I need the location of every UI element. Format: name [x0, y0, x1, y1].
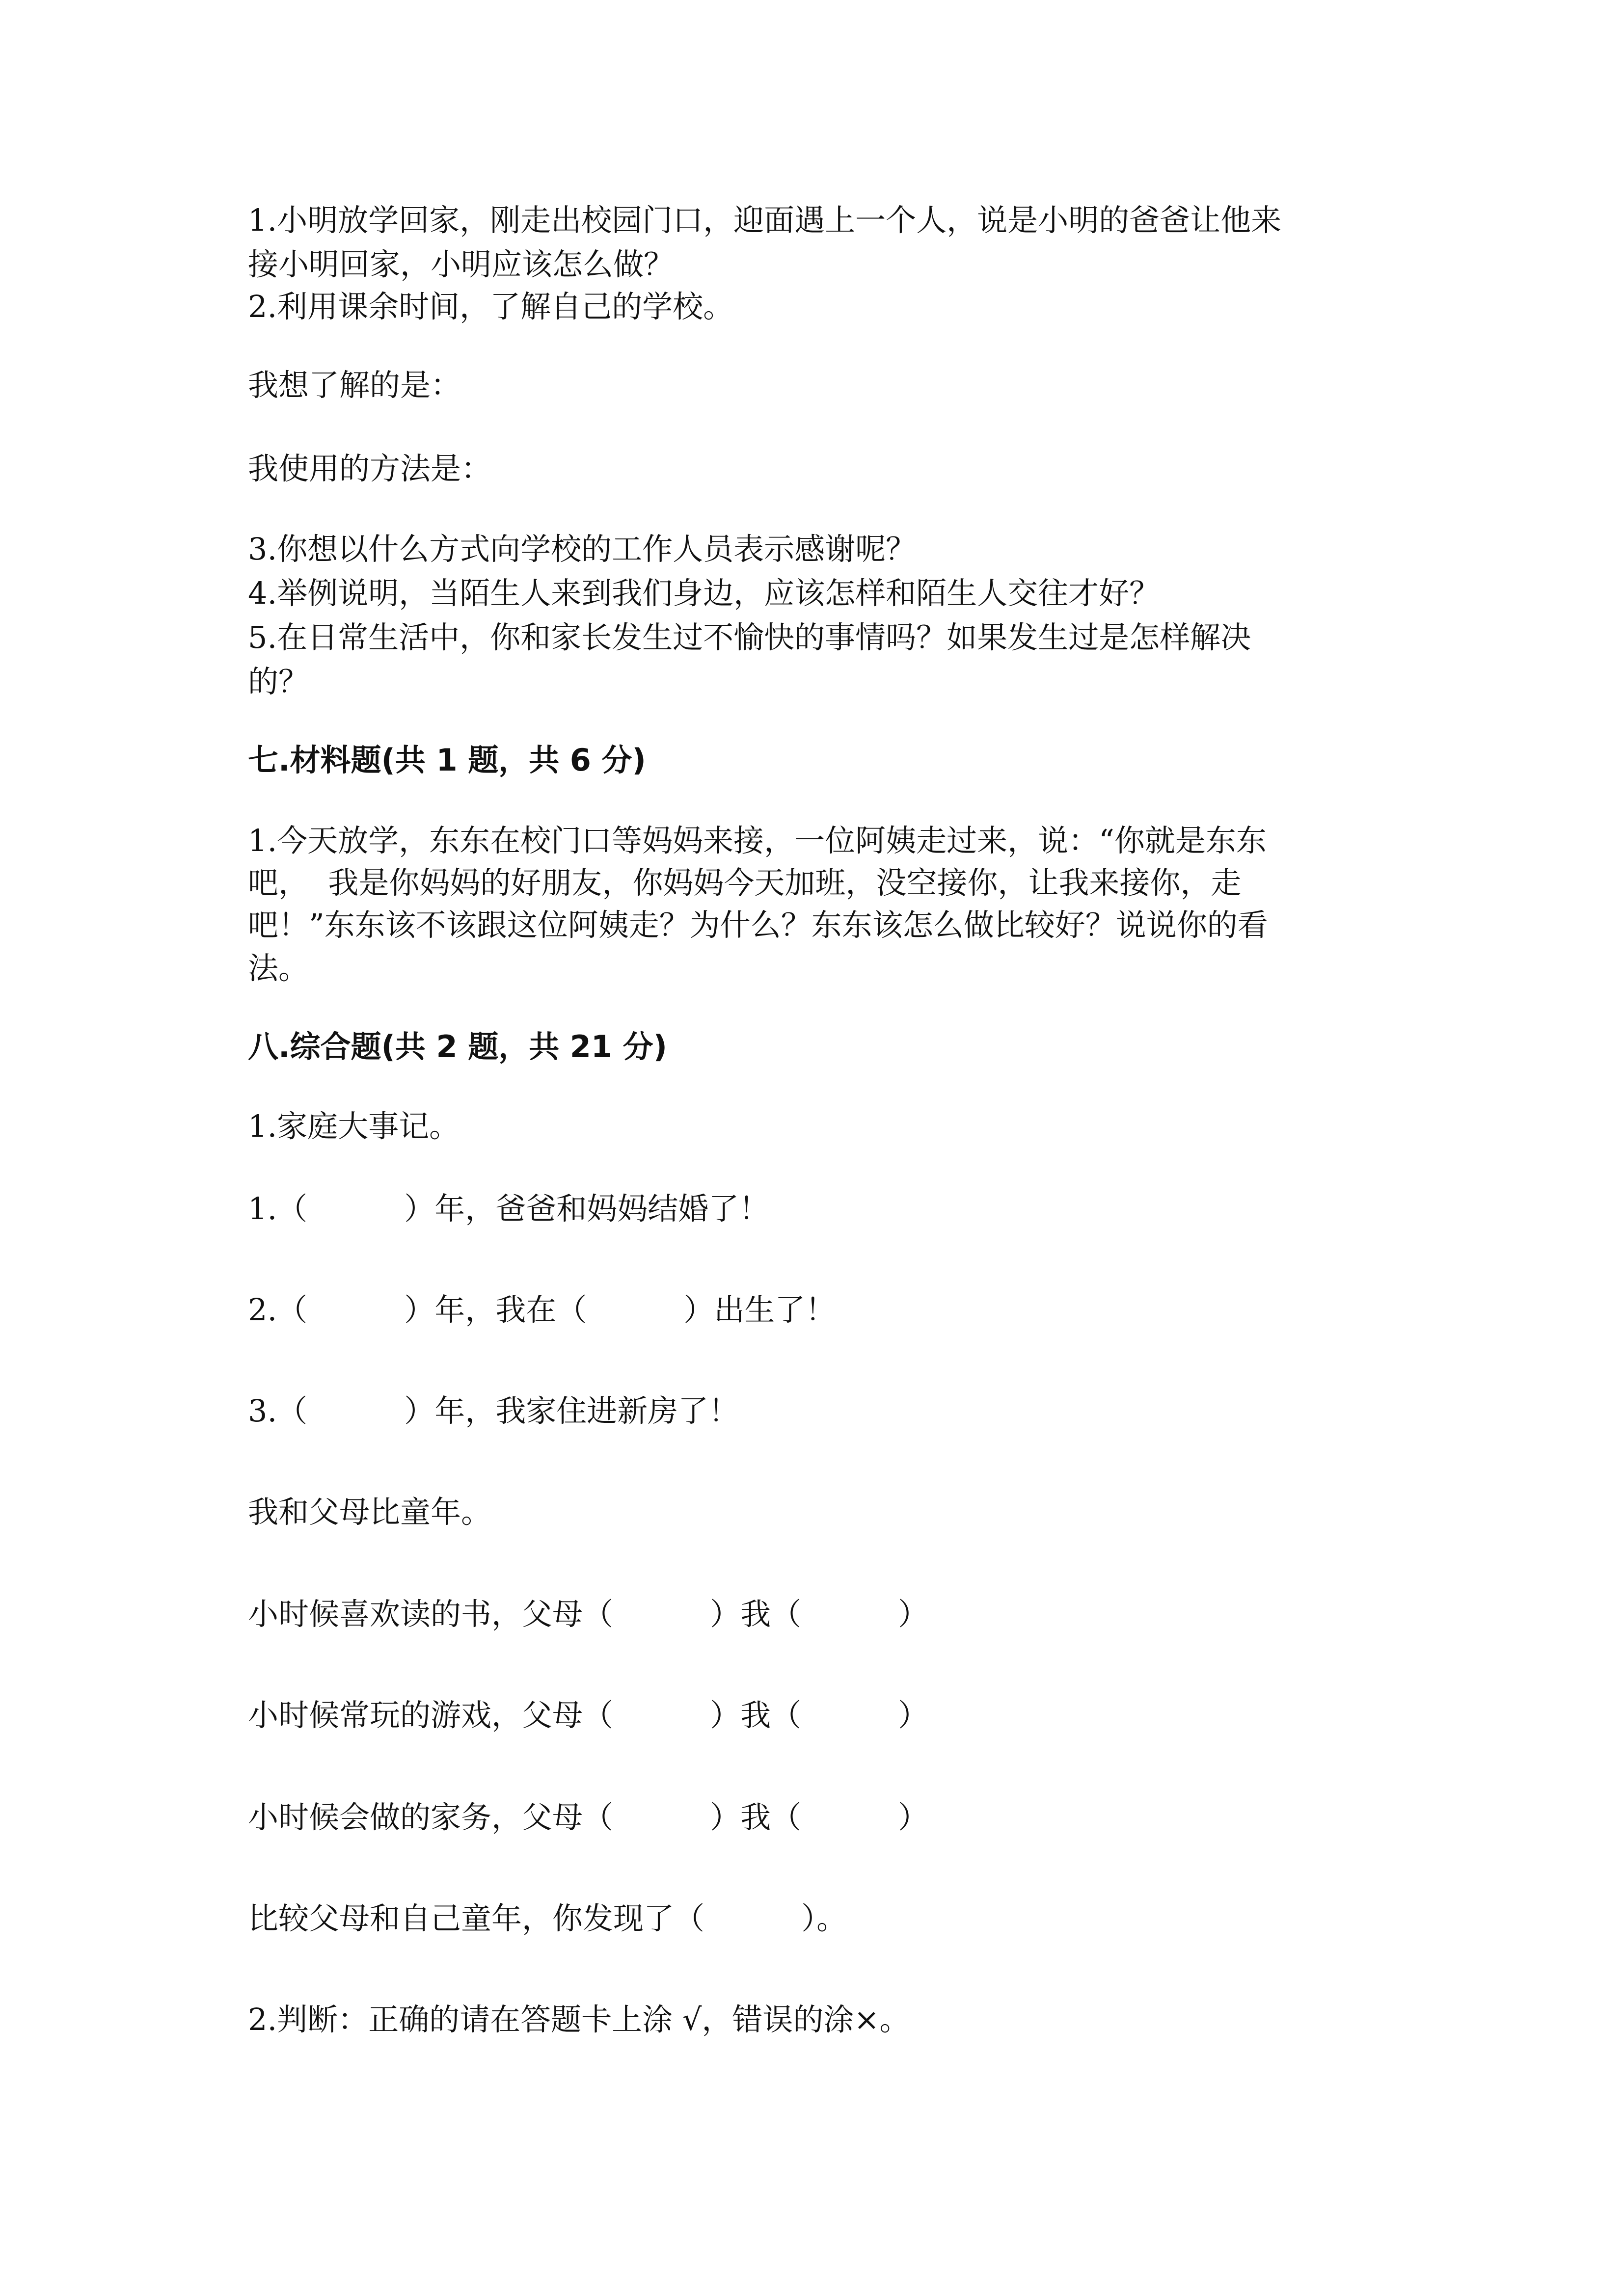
- question-6-2: 2.利用课余时间，了解自己的学校。: [248, 289, 734, 324]
- question-8-1: 1.家庭大事记。: [248, 1108, 460, 1144]
- question-8-1-books: 小时候喜欢读的书，父母（ ）我（ ）: [248, 1596, 929, 1632]
- section-7-heading: 七.材料题(共 1 题，共 6 分): [248, 742, 646, 778]
- question-7-1-line-4: 法。: [248, 950, 309, 986]
- question-8-1-item-2: 2.（ ）年，我在（ ）出生了！: [248, 1292, 836, 1328]
- question-7-1-line-2: 吧， 我是你妈妈的好朋友，你妈妈今天加班，没空接你，让我来接你，走: [248, 865, 1242, 901]
- question-6-4: 4.举例说明，当陌生人来到我们身边，应该怎样和陌生人交往才好？: [248, 575, 1160, 611]
- question-8-1-found: 比较父母和自己童年，你发现了（ ）。: [248, 1900, 847, 1936]
- question-6-2-prompt-method: 我使用的方法是：: [248, 451, 492, 486]
- question-6-5-line-2: 的？: [248, 664, 309, 699]
- question-7-1-line-3: 吧！”东东该不该跟这位阿姨走？为什么？东东该怎么做比较好？说说你的看: [248, 907, 1268, 943]
- question-8-2: 2.判断：正确的请在答题卡上涂 √，错误的涂×。: [248, 2002, 910, 2037]
- question-6-5-line-1: 5.在日常生活中，你和家长发生过不愉快的事情吗？如果发生过是怎样解决: [248, 619, 1251, 655]
- question-8-1-item-3: 3.（ ）年，我家住进新房了！: [248, 1393, 739, 1429]
- question-6-1-line-1: 1.小明放学回家，刚走出校园门口，迎面遇上一个人，说是小明的爸爸让他来: [248, 202, 1282, 238]
- question-7-1-line-1: 1.今天放学，东东在校门口等妈妈来接，一位阿姨走过来，说：“你就是东东: [248, 823, 1267, 858]
- question-6-2-prompt-know: 我想了解的是：: [248, 367, 461, 403]
- question-6-1-line-2: 接小明回家，小明应该怎么做？: [248, 246, 675, 282]
- question-6-3: 3.你想以什么方式向学校的工作人员表示感谢呢？: [248, 531, 917, 567]
- question-8-1-chores: 小时候会做的家务，父母（ ）我（ ）: [248, 1799, 929, 1835]
- question-8-1-games: 小时候常玩的游戏，父母（ ）我（ ）: [248, 1697, 929, 1733]
- question-8-1-item-1: 1.（ ）年，爸爸和妈妈结婚了！: [248, 1191, 770, 1227]
- section-8-heading: 八.综合题(共 2 题，共 21 分): [248, 1029, 667, 1065]
- question-8-1-compare-heading: 我和父母比童年。: [248, 1494, 492, 1530]
